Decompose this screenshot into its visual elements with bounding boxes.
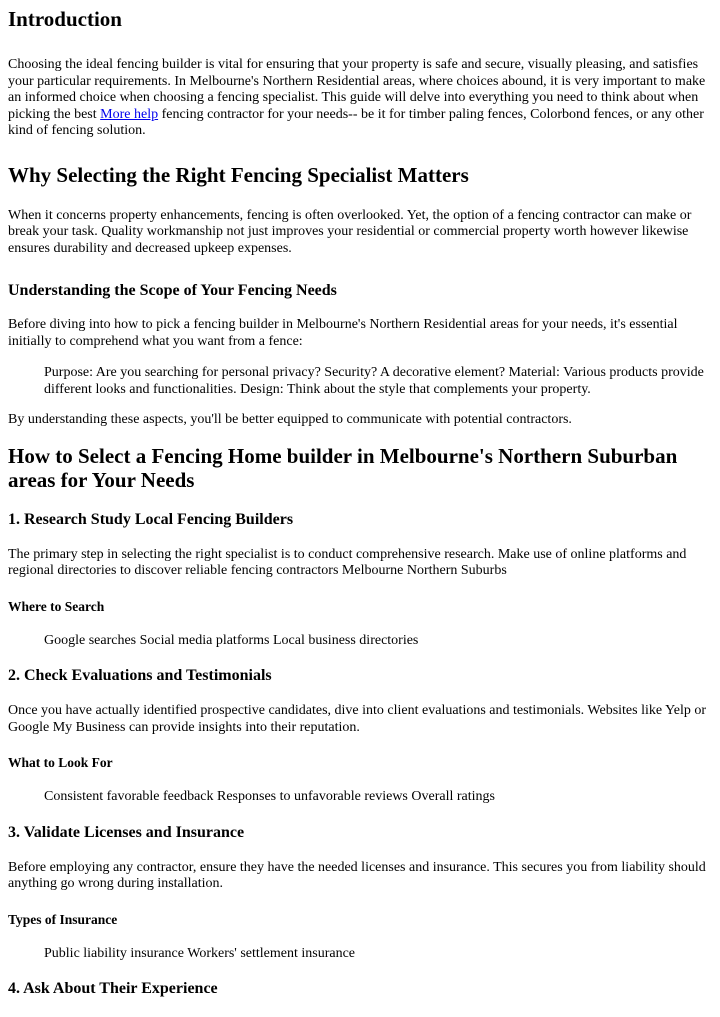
step3-heading: 3. Validate Licenses and Insurance bbox=[8, 823, 245, 841]
intro-text-after-link: fencing contractor for your needs-- be it for timber paling fences, Colorbond fences, or any other kind of fencing solution. bbox=[8, 106, 704, 138]
step2-heading: 2. Check Evaluations and Testimonials bbox=[8, 667, 272, 684]
step2-subheading: What to Look For bbox=[8, 755, 113, 770]
step1-subheading: Where to Search bbox=[8, 598, 105, 614]
intro-heading: Introduction bbox=[8, 7, 122, 31]
intro-text-before-link: Choosing the ideal fencing builder is vital for ensuring that your property is safe and secure, visually pleasing, and satisfies your particular requirements. In Melbourne's Northern Residential areas, where choices abound, it is very important to make an informed choice when choosing a fencing specialist. This guide will delve into everything you need to think about when picking the best bbox=[8, 57, 706, 122]
step3-subheading: Types of Insurance bbox=[8, 911, 118, 927]
scope-heading: Understanding the Scope of Your Fencing Needs bbox=[8, 282, 337, 299]
step2-paragraph: Once you have actually identified prospective candidates, dive into client evaluations and testimonials. Websites like Yelp or Google My Business can provide insights into their reputation. bbox=[8, 703, 707, 735]
step3-paragraph: Before employing any contractor, ensure they have the needed licenses and insurance. This secures you from liability should anything go wrong during installation. bbox=[8, 859, 706, 891]
scope-list: Purpose: Are you searching for personal privacy? Security? A decorative element? Material: Various products provide different looks and functionalities. Design: Think about the style that complements your property. bbox=[44, 365, 704, 397]
step1-paragraph: The primary step in selecting the right specialist is to conduct comprehensive research. Make use of online platforms and regional directories to discover reliable fencing contractors Melbourne Northern Suburbs bbox=[8, 546, 687, 578]
scope-paragraph: Before diving into how to pick a fencing builder in Melbourne's Northern Residential areas for your needs, it's essential initially to comprehend what you want from a fence: bbox=[8, 317, 678, 349]
step1-heading: 1. Research Study Local Fencing Builders bbox=[8, 510, 294, 528]
step1-list: Google searches Social media platforms Local business directories bbox=[44, 632, 419, 648]
intro-paragraph bbox=[8, 57, 712, 140]
more-help-link[interactable]: More help bbox=[100, 106, 159, 122]
step2-list: Consistent favorable feedback Responses to unfavorable reviews Overall ratings bbox=[44, 789, 495, 804]
scope-closing: By understanding these aspects, you'll be better equipped to communicate with potential contractors. bbox=[8, 412, 572, 427]
why-heading: Why Selecting the Right Fencing Specialist Matters bbox=[8, 162, 469, 187]
step4-heading: 4. Ask About Their Experience bbox=[8, 980, 218, 997]
howto-heading: How to Select a Fencing Home builder in Melbourne's Northern Suburban areas for Your Needs bbox=[8, 443, 678, 492]
step3-list: Public liability insurance Workers' settlement insurance bbox=[44, 945, 356, 961]
why-paragraph: When it concerns property enhancements, fencing is often overlooked. Yet, the option of a fencing contractor can make or break your task. Quality workmanship not just improves your residential or commercial property worth however likewise ensures durability and decreased upkeep expenses. bbox=[8, 207, 692, 256]
